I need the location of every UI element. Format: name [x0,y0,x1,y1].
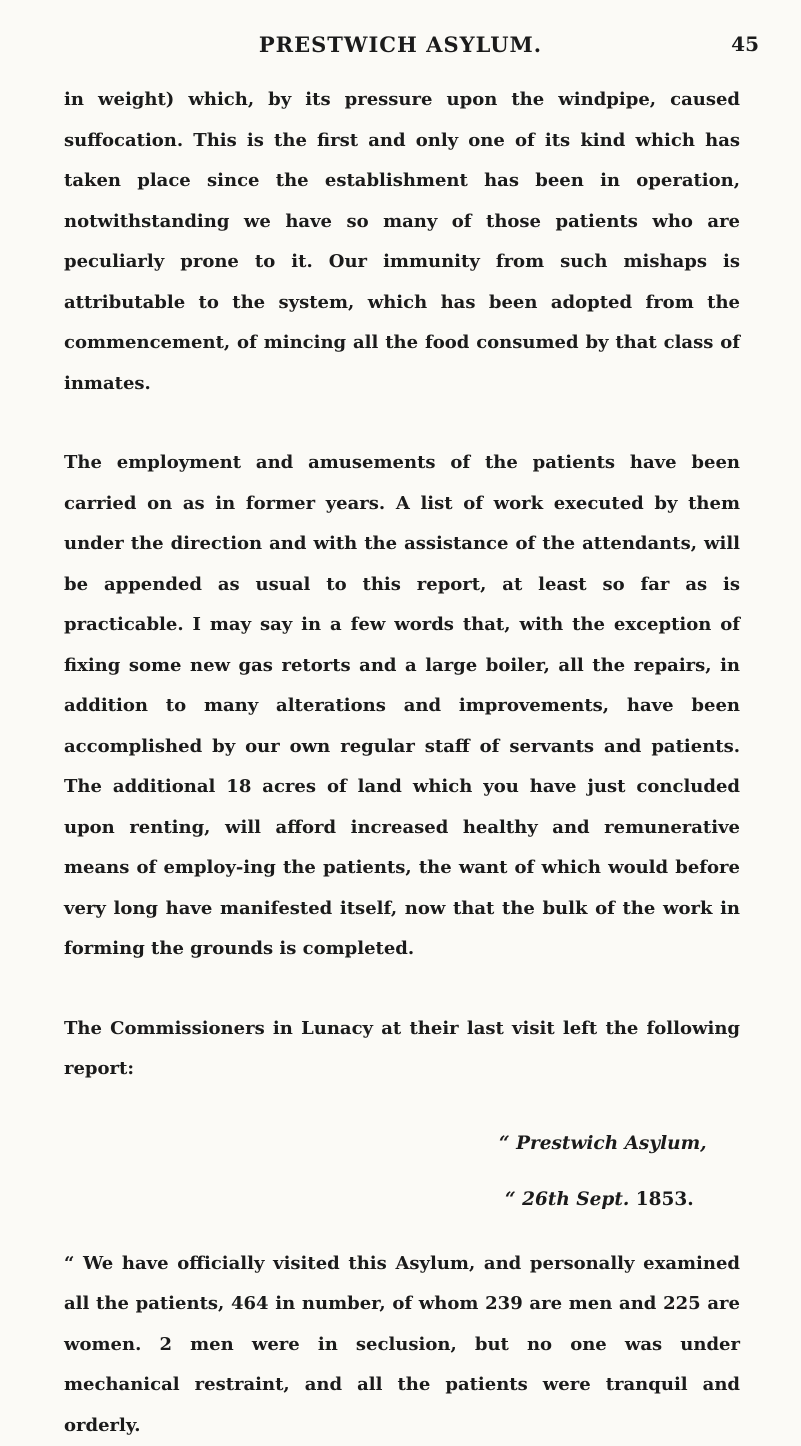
paragraph-report-quote: “ We have officially visited this Asylum, and personally examined all the patients, 464 in number, of whom 239 are men and 225 are women. 2 men were in seclusion, but no one was under mechanical restraint, and all the patients were tranquil and orderly. [64,1244,740,1446]
letter-date-day: “ 26th Sept. [505,1189,629,1210]
letter-date [505,1180,694,1221]
body-text [64,80,740,1446]
page-number: 45 [731,32,759,56]
letter-date-year: 1853. [636,1189,694,1210]
paragraph-employment: The employment and amusements of the patients have been carried on as in former years. A list of work executed by them under the direction and with the assistance of the attendants, will be appended as usual to this report, at least so far as is practicable. I may say in a few words that, with the exception of fixing some new gas retorts and a large boiler, all the repairs, in addition to many alterations and improvements, have been accomplished by our own regular staff of servants and patients. The additional 18 acres of land which you have just concluded upon renting, will afford increased healthy and remunerative means of employ-ing the patients, the want of which would before very long have manifested itself, now that the bulk of the work in forming the grounds is completed. [64,443,740,970]
running-title: PRESTWICH ASYLUM. [0,32,801,57]
paragraph-suffocation: in weight) which, by its pressure upon the windpipe, caused suffocation. This is the first and only one of its kind which has taken place since the establishment has been in operation, notwithstanding we have so many of those patients who are peculiarly prone to it. Our immunity from such mishaps is attributable to the system, which has been adopted from the commencement, of mincing all the food consumed by that class of inmates. [64,80,740,404]
letter-place: “ Prestwich Asylum, [499,1124,707,1165]
paragraph-commissioners: The Commissioners in Lunacy at their last visit left the following report: [64,1009,740,1090]
letter-heading [64,1124,740,1244]
running-head [0,32,801,62]
